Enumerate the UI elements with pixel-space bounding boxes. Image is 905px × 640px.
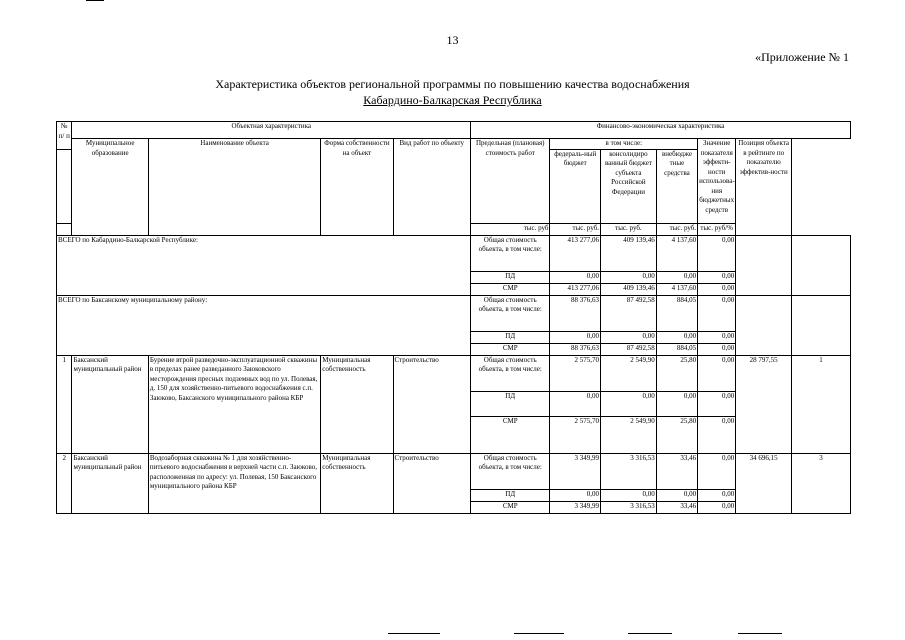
unit-extra: тыс. руб.: [656, 223, 697, 235]
municipality-header: Муниципальное образование: [72, 139, 148, 236]
federal-header: федераль-ный бюджет: [550, 149, 601, 223]
value-cell: 0,00: [698, 416, 736, 453]
value-cell: 0,00: [656, 271, 697, 283]
num-unit-blank: [57, 223, 72, 235]
cost-label: Общая стоимость объекта, в том числе:: [470, 355, 549, 391]
value-cell: 0,00: [698, 331, 736, 343]
footer-rule: [514, 633, 564, 634]
pd-label: ПД: [470, 489, 549, 501]
position-cell: 3: [792, 453, 851, 513]
value-cell: 0,00: [601, 331, 657, 343]
value-cell: 0,00: [656, 331, 697, 343]
footer-rule: [628, 633, 672, 634]
value-cell: 0,00: [550, 391, 601, 416]
footer-rule: [388, 633, 440, 634]
value-cell: 0,00: [698, 391, 736, 416]
num-header-blank: [57, 149, 72, 223]
value-cell: 25,80: [656, 416, 697, 453]
value-cell: 0,00: [601, 271, 657, 283]
value-cell: 87 492,58: [601, 295, 657, 331]
value-cell: 0,00: [601, 391, 657, 416]
col-num-header: № п/ п: [57, 122, 72, 150]
value-cell: 33,46: [656, 501, 697, 513]
value-cell: 33,46: [656, 453, 697, 489]
page-number: 13: [446, 33, 459, 47]
incl-header: в том числе:: [550, 139, 698, 150]
unit-indicator: тыс. руб/%: [698, 223, 736, 235]
object-municipality: Баксанский муниципальный район: [72, 355, 148, 453]
value-cell: 88 376,63: [550, 343, 601, 355]
limit-cost-header: Предельная (плановая) стоимость работ: [470, 139, 549, 224]
object-ownership: Муниципальная собственность: [321, 453, 393, 513]
value-cell: 413 277,06: [550, 283, 601, 295]
unit-consolidated: тыс. руб.: [601, 223, 657, 235]
unit-federal: тыс. руб.: [550, 223, 601, 235]
value-cell: 0,00: [550, 331, 601, 343]
extra-header: внебюдже тные средства: [656, 149, 697, 223]
value-cell: 413 277,06: [550, 235, 601, 271]
object-num: 1: [57, 355, 72, 453]
unit-cost: тыс. руб: [470, 223, 549, 235]
smr-label: СМР: [470, 283, 549, 295]
smr-label: СМР: [470, 416, 549, 453]
value-cell: 4 137,60: [656, 235, 697, 271]
value-cell: 2 575,70: [550, 355, 601, 391]
value-cell: 0,00: [698, 453, 736, 489]
object-work-type: Строительство: [393, 355, 470, 453]
smr-label: СМР: [470, 343, 549, 355]
footer-rule: [738, 633, 782, 634]
value-cell: 0,00: [698, 355, 736, 391]
cost-label: Общая стоимость объекта, в том числе:: [470, 295, 549, 331]
pd-label: ПД: [470, 391, 549, 416]
summary-label: ВСЕГО по Баксанскому муниципальному району:: [57, 295, 471, 355]
value-cell: 0,00: [698, 235, 736, 271]
value-cell: 2 549,90: [601, 416, 657, 453]
object-name-header: Наименование объекта: [148, 139, 320, 236]
value-cell: 409 139,46: [601, 283, 657, 295]
value-cell: 0,00: [698, 283, 736, 295]
cost-label: Общая стоимость объекта, в том числе:: [470, 235, 549, 271]
value-cell: 0,00: [698, 501, 736, 513]
table-row: [57, 355, 851, 391]
smr-label: СМР: [470, 501, 549, 513]
value-cell: 2 549,90: [601, 355, 657, 391]
value-cell: 0,00: [656, 391, 697, 416]
value-cell: 884,05: [656, 295, 697, 331]
value-cell: 88 376,63: [550, 295, 601, 331]
object-name: Водозаборная скважина № 1 для хозяйственно-питьевого водоснабжения в верхней части с.п. Заюково, расположенная по адресу: ул. Полевая, 150 Баксанского муниципального района КБР: [148, 453, 320, 513]
value-cell: 4 137,60: [656, 283, 697, 295]
value-cell: 0,00: [550, 489, 601, 501]
indicator-cell: 34 696,15: [736, 453, 792, 513]
indicator-cell: [736, 235, 792, 295]
value-cell: 0,00: [601, 489, 657, 501]
value-cell: 0,00: [698, 271, 736, 283]
summary-label: ВСЕГО по Кабардино-Балкарской Республике:: [57, 235, 471, 295]
value-cell: 87 492,58: [601, 343, 657, 355]
fin-char-header: Финансово-экономическая характеристика: [470, 122, 850, 139]
value-cell: 3 316,53: [601, 453, 657, 489]
pd-label: ПД: [470, 271, 549, 283]
position-cell: [792, 235, 851, 295]
consolidated-header: консолидиро ванный бюджет субъекта Российской Федерации: [601, 149, 657, 223]
value-cell: 0,00: [656, 489, 697, 501]
value-cell: 0,00: [698, 489, 736, 501]
indicator-header: Значение показателя эффекти-ности использова-ния бюджетных средств: [698, 139, 736, 224]
ownership-header: Форма собственности на объект: [321, 139, 393, 236]
object-name: Бурение втрой разведочно-эксплуатационной скважины в пределах ранее разведанного Заюковского месторождения пресных подземных вод по ул. Полевая, д. 150 для хозяйственно-питьевого водоснабжения с.п. Заюково, Баксанского муниципального района КБР: [148, 355, 320, 453]
program-objects-table: [56, 121, 851, 514]
value-cell: 0,00: [698, 343, 736, 355]
position-cell: [792, 295, 851, 355]
table-row: [57, 235, 851, 271]
top-edge-mark: [86, 0, 104, 1]
pd-label: ПД: [470, 331, 549, 343]
position-cell: 1: [792, 355, 851, 453]
cost-label: Общая стоимость объекта, в том числе:: [470, 453, 549, 489]
object-work-type: Строительство: [393, 453, 470, 513]
value-cell: 884,05: [656, 343, 697, 355]
value-cell: 3 316,53: [601, 501, 657, 513]
object-ownership: Муниципальная собственность: [321, 355, 393, 453]
indicator-cell: [736, 295, 792, 355]
value-cell: 3 349,99: [550, 453, 601, 489]
value-cell: 0,00: [698, 295, 736, 331]
table-row: [57, 453, 851, 489]
appendix-label: «Приложение № 1: [755, 50, 849, 64]
work-type-header: Вид работ по объекту: [393, 139, 470, 236]
object-municipality: Баксанский муниципальный район: [72, 453, 148, 513]
value-cell: 25,80: [656, 355, 697, 391]
table-row: [57, 295, 851, 331]
document-subtitle: [0, 92, 905, 108]
position-header: Позиция объекта в рейтинге по показателю эффектив-ности: [736, 139, 792, 236]
region-name: Кабардино-Балкарская Республика: [363, 93, 542, 107]
value-cell: 0,00: [550, 271, 601, 283]
object-char-header: Объектная характеристика: [72, 122, 471, 139]
value-cell: 3 349,99: [550, 501, 601, 513]
value-cell: 409 139,46: [601, 235, 657, 271]
document-title: Характеристика объектов региональной программы по повышению качества водоснабжения: [215, 77, 690, 91]
value-cell: 2 575,70: [550, 416, 601, 453]
indicator-cell: 28 797,55: [736, 355, 792, 453]
object-num: 2: [57, 453, 72, 513]
